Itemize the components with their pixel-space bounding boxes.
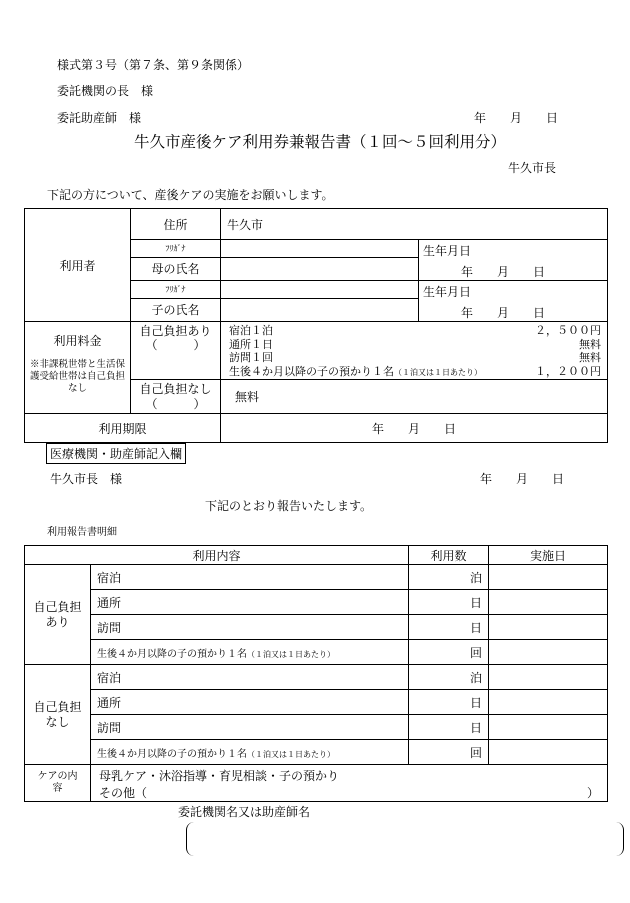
- report-addressee: 牛久市長 様: [50, 472, 123, 486]
- address-label: 住所: [131, 209, 221, 240]
- form-number: 様式第３号（第７条、第９条関係）: [57, 58, 250, 72]
- signature-label: 委託機関名又は助産師名: [178, 805, 311, 819]
- row-label: 通所: [91, 690, 409, 715]
- row-unit[interactable]: 日: [409, 590, 489, 615]
- row-label: 宿泊: [91, 565, 409, 590]
- child-birth-date: 年 月 日: [461, 306, 546, 320]
- user-label: 利用者: [25, 209, 131, 322]
- child-birth-cell[interactable]: [419, 281, 608, 322]
- period-value[interactable]: 年 月 日: [221, 414, 608, 443]
- child-name-label: 子の氏名: [131, 298, 221, 321]
- care-content[interactable]: [91, 765, 608, 802]
- report-statement: 下記のとおり報告いたします。: [205, 499, 373, 513]
- child-name-field[interactable]: [221, 298, 419, 321]
- issuer: 牛久市長: [508, 161, 557, 175]
- self-pay-no-label: 自己負担なし: [139, 382, 212, 397]
- care-other: その他（: [99, 786, 148, 800]
- user-table: [24, 208, 608, 443]
- row-date-field[interactable]: [489, 615, 608, 640]
- fee-cell: [25, 322, 131, 414]
- row-label: 宿泊: [91, 665, 409, 690]
- self-pay-no-cell[interactable]: [131, 380, 221, 414]
- addressee-midwife: 委託助産師 様: [57, 111, 142, 125]
- report-date: 年 月 日: [480, 472, 565, 486]
- row-unit[interactable]: 泊: [409, 665, 489, 690]
- self-pay-yes-cell[interactable]: [131, 322, 221, 380]
- col-content-header: 利用内容: [25, 546, 409, 565]
- fee-row: 宿泊１泊 ２，５００円: [229, 324, 602, 337]
- free-label: 無料: [221, 380, 608, 414]
- issue-date: 年 月 日: [474, 111, 559, 125]
- care-other-line: [91, 784, 607, 801]
- row-date-field[interactable]: [489, 740, 608, 765]
- care-other-close: ）: [587, 786, 600, 800]
- signature-field[interactable]: [186, 822, 624, 856]
- row-date-field[interactable]: [489, 640, 608, 665]
- mother-name-label: 母の氏名: [131, 257, 221, 280]
- row-date-field[interactable]: [489, 715, 608, 740]
- row-unit[interactable]: 回: [409, 640, 489, 665]
- row-unit[interactable]: 日: [409, 615, 489, 640]
- detail-title: 利用報告書明細: [47, 527, 117, 538]
- period-label: 利用期限: [25, 414, 221, 443]
- row-label: 通所: [91, 590, 409, 615]
- child-furigana-label: ﾌﾘｶﾞﾅ: [131, 281, 221, 299]
- mother-name-field[interactable]: [221, 257, 419, 280]
- self-pay-yes-label: 自己負担あり: [139, 324, 212, 338]
- mother-birth-label: 生年月日: [423, 244, 472, 258]
- col-date-header: 実施日: [489, 546, 608, 565]
- report-section-title: 医療機関・助産師記入欄: [46, 443, 186, 464]
- care-items: 母乳ケア・沐浴指導・育児相談・子の預かり: [99, 769, 340, 783]
- fee-row: 生後４か月以降の子の預かり１名（１泊又は１日あたり） １，２００円: [229, 364, 602, 378]
- row-date-field[interactable]: [489, 565, 608, 590]
- addressee-institution: 委託機関の長 様: [57, 84, 154, 98]
- fee-row: 通所１日 無料: [229, 337, 602, 351]
- fee-label: 利用料金: [53, 334, 102, 348]
- mother-furigana-label: ﾌﾘｶﾞﾅ: [131, 240, 221, 258]
- fee-list: [221, 322, 608, 380]
- page-title: 牛久市産後ケア利用券兼報告書（１回〜５回利用分）: [134, 133, 507, 151]
- address-value: 牛久市: [221, 209, 608, 240]
- row-unit[interactable]: 泊: [409, 565, 489, 590]
- mother-furigana-field[interactable]: [221, 240, 419, 258]
- self-pay-yes-paren: （ ）: [145, 338, 206, 353]
- row-unit[interactable]: 日: [409, 690, 489, 715]
- row-date-field[interactable]: [489, 590, 608, 615]
- fee-note: ※非課税世帯と生活保護受給世帯は自己負担なし: [29, 359, 125, 394]
- self-pay-no-paren: （ ）: [145, 396, 206, 411]
- row-label: 生後４か月以降の子の預かり１名（１泊又は１日あたり）: [91, 640, 409, 665]
- child-birth-label: 生年月日: [423, 285, 472, 299]
- group-no-label: 自己負担なし: [25, 665, 91, 765]
- report-table: [24, 545, 608, 802]
- intro-text: 下記の方について、産後ケアの実施をお願いします。: [47, 188, 334, 202]
- care-label: ケアの内容: [25, 765, 91, 802]
- row-label: 訪問: [91, 715, 409, 740]
- col-count-header: 利用数: [409, 546, 489, 565]
- row-unit[interactable]: 回: [409, 740, 489, 765]
- mother-birth-cell[interactable]: [419, 240, 608, 281]
- mother-birth-date: 年 月 日: [461, 265, 546, 279]
- fee-row: 訪問１回 無料: [229, 351, 602, 364]
- row-date-field[interactable]: [489, 690, 608, 715]
- row-unit[interactable]: 日: [409, 715, 489, 740]
- row-label: 訪問: [91, 615, 409, 640]
- child-furigana-field[interactable]: [221, 281, 419, 299]
- group-yes-label: 自己負担あり: [25, 565, 91, 665]
- row-date-field[interactable]: [489, 665, 608, 690]
- row-label: 生後４か月以降の子の預かり１名（１泊又は１日あたり）: [91, 740, 409, 765]
